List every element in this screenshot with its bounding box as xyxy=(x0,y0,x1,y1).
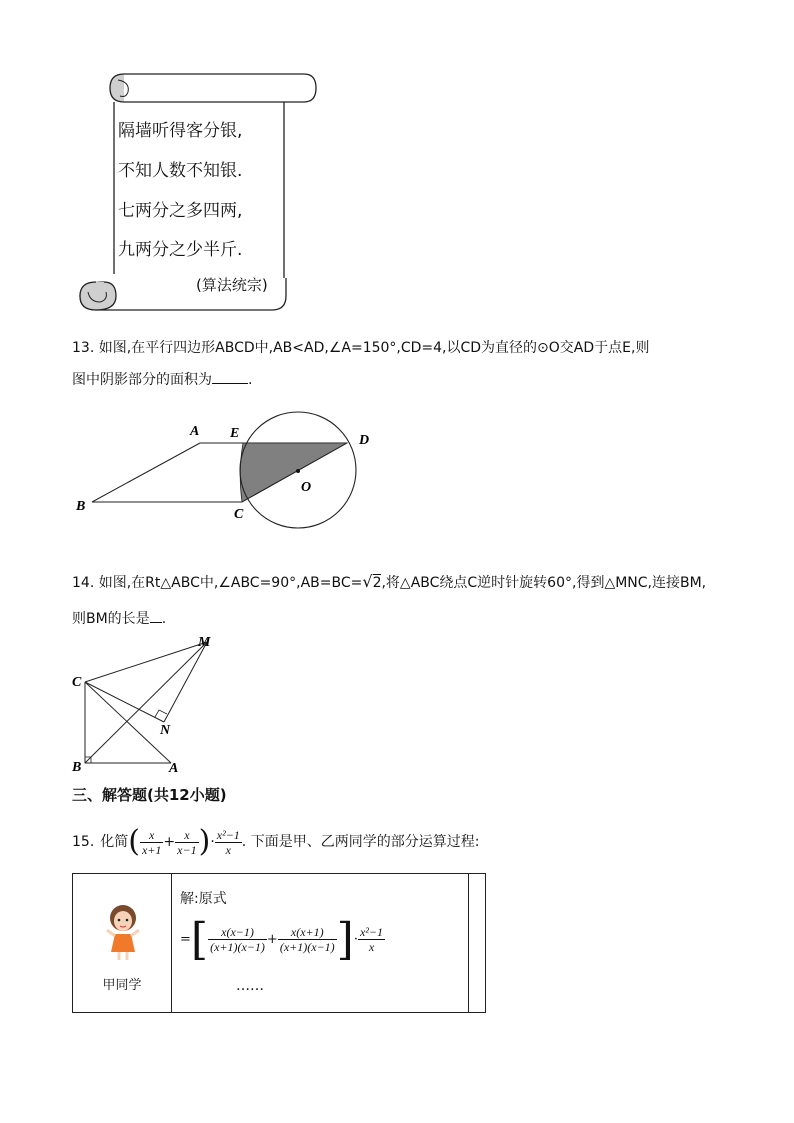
scroll-line-2: 不知人数不知银. xyxy=(118,161,243,181)
frac-1: $\frac{x}{x+1}$ xyxy=(141,827,162,857)
q14-period: . xyxy=(161,611,167,627)
q14-statement-2: 则BM的长是 xyxy=(72,611,150,627)
q14-text-line1 xyxy=(72,572,706,593)
work-header: 解:原式 xyxy=(180,891,227,907)
label-d: D xyxy=(359,433,370,448)
q14-statement-a: 如图,在Rt△ABC中,∠ABC=90°,AB=BC= xyxy=(98,575,363,591)
q13-figure xyxy=(70,410,390,530)
section-title: 三、解答题(共12小题) xyxy=(72,786,227,804)
work-ellipsis: …… xyxy=(236,978,264,994)
q13-period: . xyxy=(248,372,253,388)
side-ab xyxy=(92,443,200,502)
label-a: A xyxy=(190,424,200,439)
scroll-line-1: 隔墙听得客分银, xyxy=(118,121,243,141)
q13-answer-blank[interactable] xyxy=(212,369,248,384)
right-bracket: ] xyxy=(336,914,354,965)
segment-bm xyxy=(85,642,207,763)
q15-statement xyxy=(72,820,479,864)
dot-sign: · xyxy=(353,932,358,947)
student-cell xyxy=(73,874,172,1013)
student-avatar xyxy=(101,902,145,962)
q14-statement-b: ,将△ABC绕点C逆时针旋转60°,得到△MNC,连接BM, xyxy=(381,575,707,591)
frac-3: $\frac{\text{x²−1}}{x}$ xyxy=(216,827,240,857)
q14-number: 14. xyxy=(72,575,95,591)
sqrt-sign: √ xyxy=(362,572,373,591)
scroll-line-3: 七两分之多四两, xyxy=(118,201,243,221)
left-paren: ( xyxy=(128,824,140,859)
label-b: B xyxy=(72,760,82,775)
label-e: E xyxy=(230,426,240,441)
q14-answer-blank[interactable] xyxy=(150,608,162,623)
q13-statement-2: 图中阴影部分的面积为 xyxy=(72,372,212,388)
dot-sign: · xyxy=(210,834,215,850)
scroll-source: (算法统宗) xyxy=(196,276,268,294)
label-a: A xyxy=(169,761,179,776)
work-cell xyxy=(172,874,469,1013)
q15-number: 15. xyxy=(72,834,95,850)
label-m: M xyxy=(198,635,211,650)
q14-text-line2 xyxy=(72,608,166,629)
q13-text-line2 xyxy=(72,369,252,390)
empty-cell xyxy=(469,874,486,1013)
term-2: $\frac{x(x+1)}{(x+1)(x-1)}$ xyxy=(279,925,335,954)
work-expression xyxy=(180,914,385,965)
label-b: B xyxy=(76,499,86,514)
plus-sign: + xyxy=(266,932,278,947)
student-label: 甲同学 xyxy=(102,978,142,993)
q13-number: 13. xyxy=(72,340,95,356)
term-1: $\frac{x(x-1)}{(x+1)(x-1)}$ xyxy=(210,925,265,954)
sqrt-value: 2 xyxy=(372,575,382,591)
q13-text-line1 xyxy=(72,338,649,358)
side-cn xyxy=(85,682,164,722)
equals-sign: = xyxy=(180,932,191,947)
solution-table xyxy=(72,873,486,1013)
scroll-line-4: 九两分之少半斤. xyxy=(118,240,243,260)
right-angle-n xyxy=(155,710,167,717)
label-n: N xyxy=(160,723,171,738)
plus-sign: + xyxy=(163,834,176,850)
center-o xyxy=(296,469,300,473)
scroll-illustration xyxy=(74,68,319,318)
left-bracket: [ xyxy=(190,914,209,965)
q13-statement: 如图,在平行四边形ABCD中,AB<AD,∠A=150°,CD=4,以CD为直径的⊙O交AD于点E,则 xyxy=(98,340,650,356)
q15-prefix: 化简 xyxy=(100,834,129,850)
q15-suffix: . 下面是甲、乙两同学的部分运算过程: xyxy=(241,834,480,850)
right-paren: ) xyxy=(198,824,211,859)
label-c: C xyxy=(72,675,82,690)
term-3: $\frac{\text{x²−1}}{x}$ xyxy=(359,925,384,954)
frac-2: $\frac{x}{x-1}$ xyxy=(177,827,197,857)
label-o: O xyxy=(301,480,312,495)
q14-figure xyxy=(68,630,228,778)
label-c: C xyxy=(234,507,244,522)
